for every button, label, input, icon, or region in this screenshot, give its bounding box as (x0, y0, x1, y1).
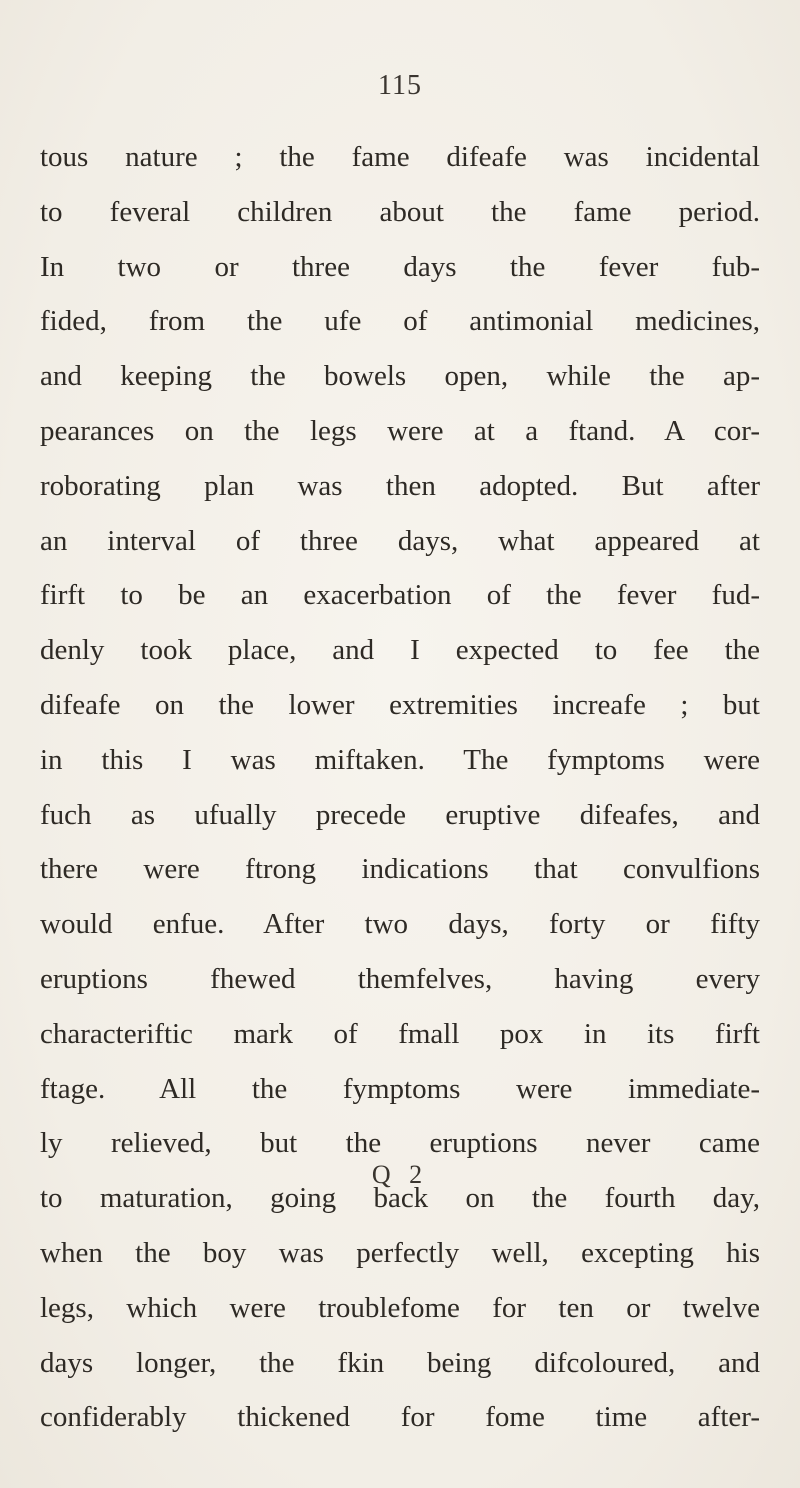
text-line: to maturation, going back on the fourth day, (40, 1182, 760, 1215)
text-line: to feveral children about the fame period. (40, 195, 760, 228)
text-line: ly relieved, but the eruptions never came (40, 1127, 760, 1160)
text-line: eruptions fhewed themfelves, having every (40, 962, 760, 995)
text-line: difeafe on the lower extremities increafe ; but (40, 688, 760, 721)
text-line: when the boy was perfectly well, excepting his (40, 1236, 760, 1269)
text-line: ftage. All the fymptoms were immediate- (40, 1072, 760, 1105)
text-line: fuch as ufually precede eruptive difeafes, and (40, 798, 760, 831)
text-line: days longer, the fkin being difcoloured, and (40, 1346, 760, 1379)
page-number: 115 (378, 70, 422, 101)
text-line: would enfue. After two days, forty or fifty (40, 908, 760, 941)
text-line: there were ftrong indications that convulfions (40, 853, 760, 886)
text-line: fided, from the ufe of antimonial medicines, (40, 305, 760, 338)
text-line: legs, which were troublefome for ten or twelve (40, 1291, 760, 1324)
body-text (40, 130, 760, 1445)
text-line: confiderably thickened for fome time after- (40, 1401, 760, 1434)
text-line: roborating plan was then adopted. But after (40, 469, 760, 502)
signature-mark: Q 2 (371, 1160, 429, 1189)
text-line: firft to be an exacerbation of the fever fud- (40, 579, 760, 612)
text-line: and keeping the bowels open, while the ap- (40, 360, 760, 393)
text-line: an interval of three days, what appeared at (40, 524, 760, 557)
text-line: denly took place, and I expected to fee the (40, 634, 760, 667)
text-line: characteriftic mark of fmall pox in its firft (40, 1017, 760, 1050)
text-line: pearances on the legs were at a ftand. A cor- (40, 414, 760, 447)
text-line: tous nature ; the fame difeafe was incidental (40, 141, 760, 173)
text-line: in this I was miftaken. The fymptoms were (40, 743, 760, 776)
text-line: In two or three days the fever fub- (40, 250, 760, 283)
